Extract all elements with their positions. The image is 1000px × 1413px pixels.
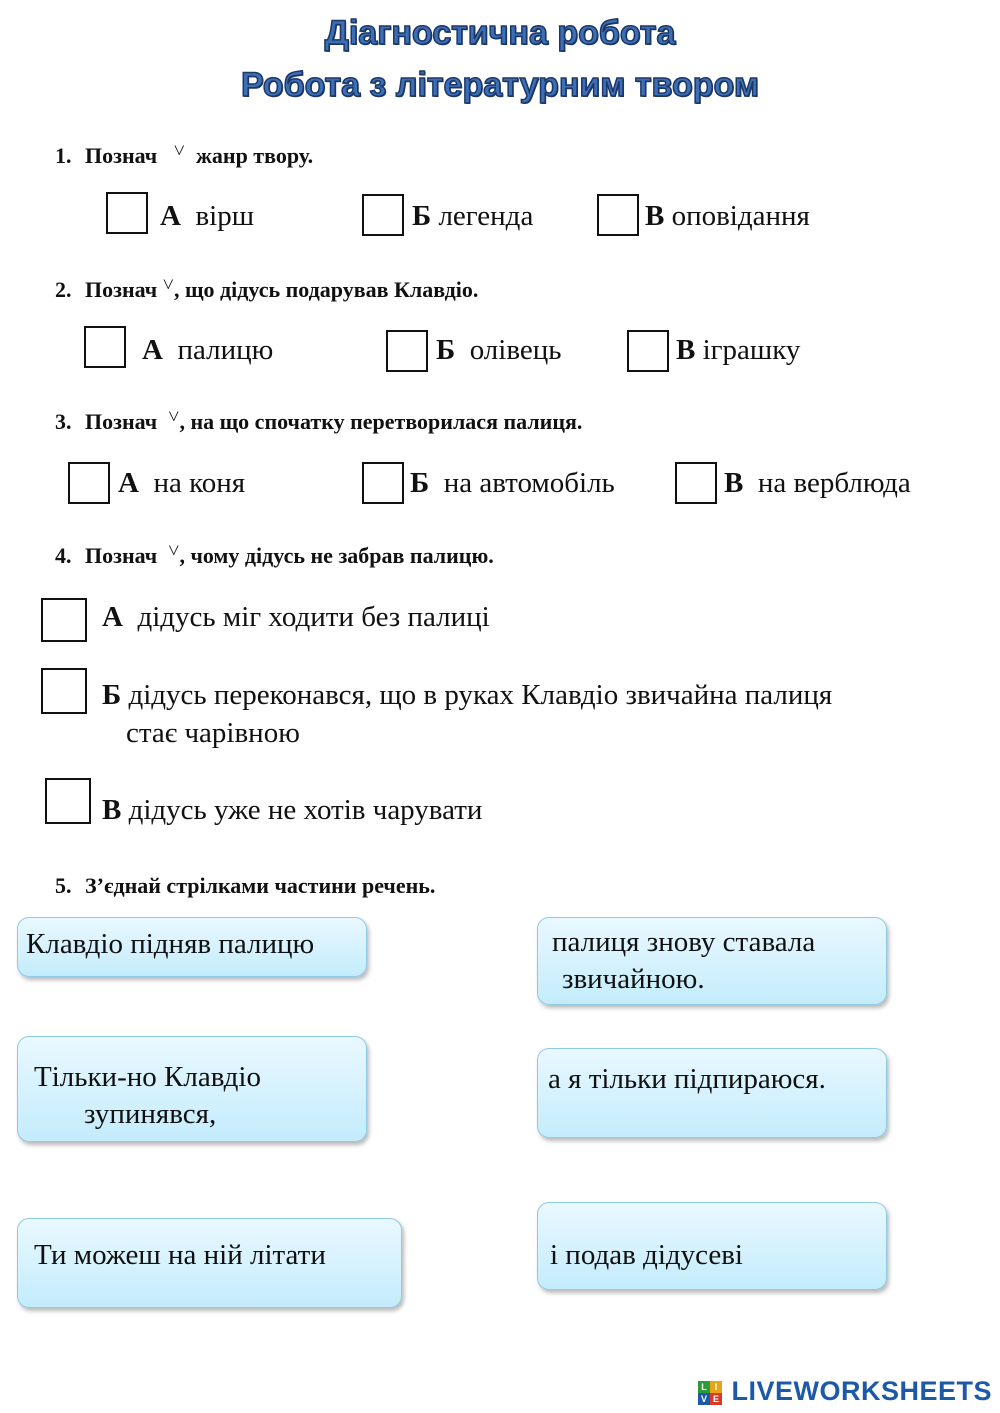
q3-option-b: Б на автомобіль [410, 467, 615, 499]
checkmark-icon: ˅ [168, 406, 180, 428]
q1-checkbox-b[interactable] [362, 194, 404, 236]
match-left-3[interactable]: Ти можеш на ній літати [17, 1218, 402, 1308]
question-2: 2. Познач ˅, що дідусь подарував Клавдіо. [55, 274, 479, 302]
q4-option-a: А дідусь міг ходити без палиці [102, 601, 490, 633]
q4-checkbox-a[interactable] [41, 598, 87, 642]
q3-checkbox-a[interactable] [68, 462, 110, 504]
q3-checkbox-b[interactable] [362, 462, 404, 504]
q2-checkbox-a[interactable] [84, 326, 126, 368]
q4-option-b: Б дідусь переконався, що в руках Клавдіо звичайна палиця [102, 679, 833, 711]
q2-option-b: Б олівець [436, 334, 562, 366]
q1-checkbox-c[interactable] [597, 194, 639, 236]
q4-option-c: В дідусь уже не хотів чарувати [102, 794, 483, 826]
q3-option-a: А на коня [118, 467, 246, 499]
q3-option-c: В на верблюда [724, 467, 911, 499]
q2-option-c: В іграшку [676, 334, 801, 366]
match-right-1[interactable]: палиця знову ставала звичайною. [537, 917, 887, 1005]
q2-checkbox-c[interactable] [627, 330, 669, 372]
q1-option-b: Б легенда [412, 200, 534, 232]
match-right-2[interactable]: а я тільки підпираюся. [537, 1048, 887, 1138]
checkmark-icon: ˅ [168, 540, 180, 562]
question-5: 5. З’єднай стрілками частини речень. [55, 873, 436, 898]
q1-option-a: А вірш [160, 200, 255, 232]
match-left-1[interactable]: Клавдіо підняв палицю [17, 917, 367, 977]
q1-checkbox-a[interactable] [106, 192, 148, 234]
page-subtitle: Робота з літературним твором [240, 66, 760, 104]
match-right-3[interactable]: і подав дідусеві [537, 1202, 887, 1290]
q4-checkbox-b[interactable] [41, 668, 87, 714]
match-left-2[interactable]: Тільки-но Клавдіо зупинявся, [17, 1036, 367, 1142]
q2-checkbox-b[interactable] [386, 330, 428, 372]
page-title: Діагностична робота [324, 14, 676, 52]
question-1: 1. Познач ˅ жанр твору. [55, 140, 314, 168]
liveworksheets-brand[interactable]: LIVEWORKSHEETS [731, 1376, 992, 1406]
q4-option-b-line2: стає чарівною [126, 717, 300, 749]
checkmark-icon: ˅ [173, 140, 185, 162]
q2-option-a: А палицю [142, 334, 274, 366]
q1-option-c: В оповідання [645, 200, 810, 232]
checkmark-icon: ˅ [162, 274, 174, 296]
liveworksheets-logo-icon: L I V E [698, 1381, 722, 1405]
q4-checkbox-c[interactable] [45, 778, 91, 824]
question-4: 4. Познач ˅, чому дідусь не забрав палицю. [55, 540, 494, 568]
question-3: 3. Познач ˅, на що спочатку перетворилася палиця. [55, 406, 583, 434]
q3-checkbox-c[interactable] [675, 462, 717, 504]
